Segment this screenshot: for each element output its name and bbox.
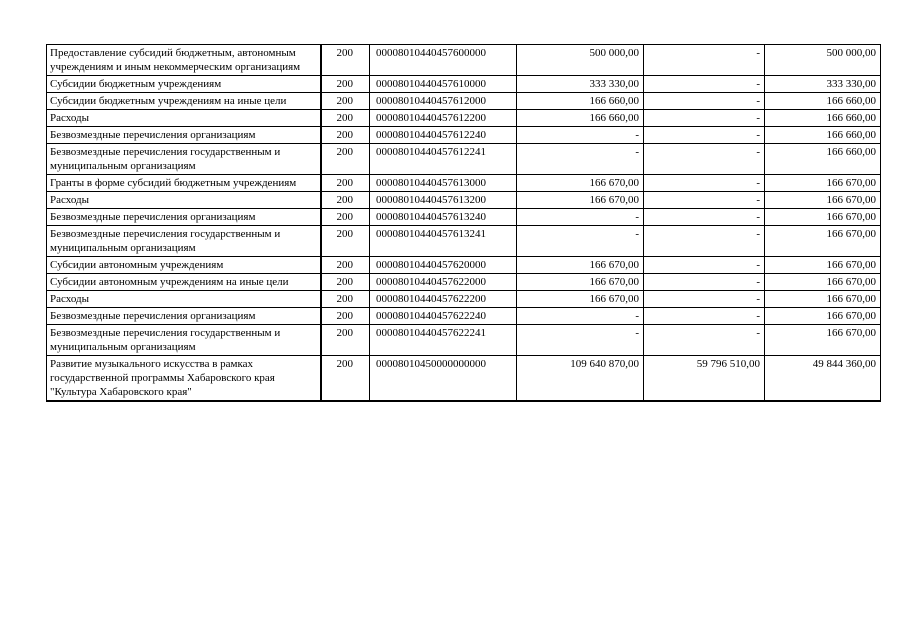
table-row	[47, 308, 881, 325]
line-code-cell: 200	[321, 45, 370, 76]
remaining-amount-cell: 166 670,00	[765, 308, 881, 325]
executed-amount-cell: -	[644, 257, 765, 274]
table-row	[47, 325, 881, 356]
table-body	[47, 45, 881, 402]
expense-name-cell: Предоставление субсидий бюджетным, автономным учреждениям и иным некоммерческим организациям	[47, 45, 321, 76]
approved-amount-cell: 109 640 870,00	[517, 356, 644, 402]
budget-classification-code-cell: 00008010440457622241	[370, 325, 517, 356]
remaining-amount-cell: 166 670,00	[765, 291, 881, 308]
line-code-cell: 200	[321, 308, 370, 325]
expense-name-cell: Безвозмездные перечисления государственным и муниципальным организациям	[47, 144, 321, 175]
budget-classification-code-cell: 00008010440457622000	[370, 274, 517, 291]
table-row	[47, 76, 881, 93]
approved-amount-cell: 166 670,00	[517, 257, 644, 274]
line-code-cell: 200	[321, 291, 370, 308]
budget-classification-code-cell: 00008010440457613241	[370, 226, 517, 257]
table-row	[47, 356, 881, 402]
line-code-cell: 200	[321, 76, 370, 93]
budget-report-sheet	[46, 44, 881, 402]
line-code-cell: 200	[321, 110, 370, 127]
budget-execution-table	[46, 44, 881, 402]
approved-amount-cell: 166 670,00	[517, 291, 644, 308]
executed-amount-cell: -	[644, 144, 765, 175]
budget-classification-code-cell: 00008010440457610000	[370, 76, 517, 93]
budget-classification-code-cell: 00008010440457620000	[370, 257, 517, 274]
expense-name-cell: Субсидии автономным учреждениям	[47, 257, 321, 274]
expense-name-cell: Безвозмездные перечисления государственным и муниципальным организациям	[47, 226, 321, 257]
budget-classification-code-cell: 00008010440457613240	[370, 209, 517, 226]
expense-name-cell: Расходы	[47, 110, 321, 127]
remaining-amount-cell: 166 670,00	[765, 257, 881, 274]
remaining-amount-cell: 333 330,00	[765, 76, 881, 93]
table-row	[47, 192, 881, 209]
approved-amount-cell: 166 660,00	[517, 110, 644, 127]
approved-amount-cell: -	[517, 209, 644, 226]
expense-name-cell: Безвозмездные перечисления организациям	[47, 127, 321, 144]
budget-classification-code-cell: 00008010440457613200	[370, 192, 517, 209]
line-code-cell: 200	[321, 226, 370, 257]
expense-name-cell: Расходы	[47, 291, 321, 308]
executed-amount-cell: -	[644, 175, 765, 192]
remaining-amount-cell: 166 660,00	[765, 110, 881, 127]
budget-classification-code-cell: 00008010450000000000	[370, 356, 517, 402]
budget-classification-code-cell: 00008010440457600000	[370, 45, 517, 76]
table-row	[47, 257, 881, 274]
line-code-cell: 200	[321, 274, 370, 291]
executed-amount-cell: -	[644, 226, 765, 257]
approved-amount-cell: -	[517, 325, 644, 356]
expense-name-cell: Безвозмездные перечисления государственным и муниципальным организациям	[47, 325, 321, 356]
executed-amount-cell: -	[644, 93, 765, 110]
expense-name-cell: Субсидии бюджетным учреждениям на иные цели	[47, 93, 321, 110]
remaining-amount-cell: 166 670,00	[765, 226, 881, 257]
remaining-amount-cell: 49 844 360,00	[765, 356, 881, 402]
table-row	[47, 93, 881, 110]
line-code-cell: 200	[321, 209, 370, 226]
budget-classification-code-cell: 00008010440457622240	[370, 308, 517, 325]
remaining-amount-cell: 166 670,00	[765, 209, 881, 226]
table-row	[47, 274, 881, 291]
executed-amount-cell: -	[644, 76, 765, 93]
budget-classification-code-cell: 00008010440457612240	[370, 127, 517, 144]
executed-amount-cell: -	[644, 308, 765, 325]
table-row	[47, 127, 881, 144]
executed-amount-cell: -	[644, 110, 765, 127]
executed-amount-cell: -	[644, 209, 765, 226]
budget-classification-code-cell: 00008010440457622200	[370, 291, 517, 308]
expense-name-cell: Субсидии бюджетным учреждениям	[47, 76, 321, 93]
table-row	[47, 110, 881, 127]
remaining-amount-cell: 166 670,00	[765, 325, 881, 356]
expense-name-cell: Безвозмездные перечисления организациям	[47, 209, 321, 226]
remaining-amount-cell: 166 660,00	[765, 127, 881, 144]
table-row	[47, 291, 881, 308]
line-code-cell: 200	[321, 192, 370, 209]
executed-amount-cell: -	[644, 192, 765, 209]
line-code-cell: 200	[321, 127, 370, 144]
remaining-amount-cell: 166 660,00	[765, 144, 881, 175]
line-code-cell: 200	[321, 175, 370, 192]
executed-amount-cell: -	[644, 127, 765, 144]
remaining-amount-cell: 166 670,00	[765, 274, 881, 291]
budget-classification-code-cell: 00008010440457613000	[370, 175, 517, 192]
budget-classification-code-cell: 00008010440457612200	[370, 110, 517, 127]
remaining-amount-cell: 500 000,00	[765, 45, 881, 76]
remaining-amount-cell: 166 670,00	[765, 192, 881, 209]
approved-amount-cell: 166 670,00	[517, 175, 644, 192]
remaining-amount-cell: 166 660,00	[765, 93, 881, 110]
approved-amount-cell: -	[517, 127, 644, 144]
executed-amount-cell: -	[644, 325, 765, 356]
budget-classification-code-cell: 00008010440457612000	[370, 93, 517, 110]
approved-amount-cell: 166 670,00	[517, 192, 644, 209]
line-code-cell: 200	[321, 356, 370, 402]
executed-amount-cell: -	[644, 291, 765, 308]
table-row	[47, 144, 881, 175]
approved-amount-cell: -	[517, 226, 644, 257]
expense-name-cell: Гранты в форме субсидий бюджетным учреждениям	[47, 175, 321, 192]
line-code-cell: 200	[321, 257, 370, 274]
approved-amount-cell: 500 000,00	[517, 45, 644, 76]
executed-amount-cell: -	[644, 274, 765, 291]
line-code-cell: 200	[321, 144, 370, 175]
remaining-amount-cell: 166 670,00	[765, 175, 881, 192]
line-code-cell: 200	[321, 93, 370, 110]
line-code-cell: 200	[321, 325, 370, 356]
expense-name-cell: Расходы	[47, 192, 321, 209]
table-row	[47, 226, 881, 257]
table-row	[47, 175, 881, 192]
approved-amount-cell: -	[517, 308, 644, 325]
approved-amount-cell: -	[517, 144, 644, 175]
approved-amount-cell: 166 670,00	[517, 274, 644, 291]
budget-classification-code-cell: 00008010440457612241	[370, 144, 517, 175]
approved-amount-cell: 333 330,00	[517, 76, 644, 93]
expense-name-cell: Субсидии автономным учреждениям на иные цели	[47, 274, 321, 291]
expense-name-cell: Безвозмездные перечисления организациям	[47, 308, 321, 325]
expense-name-cell: Развитие музыкального искусства в рамках государственной программы Хабаровского края "Культура Хабаровского края"	[47, 356, 321, 402]
executed-amount-cell: 59 796 510,00	[644, 356, 765, 402]
table-row	[47, 209, 881, 226]
executed-amount-cell: -	[644, 45, 765, 76]
approved-amount-cell: 166 660,00	[517, 93, 644, 110]
table-row	[47, 45, 881, 76]
